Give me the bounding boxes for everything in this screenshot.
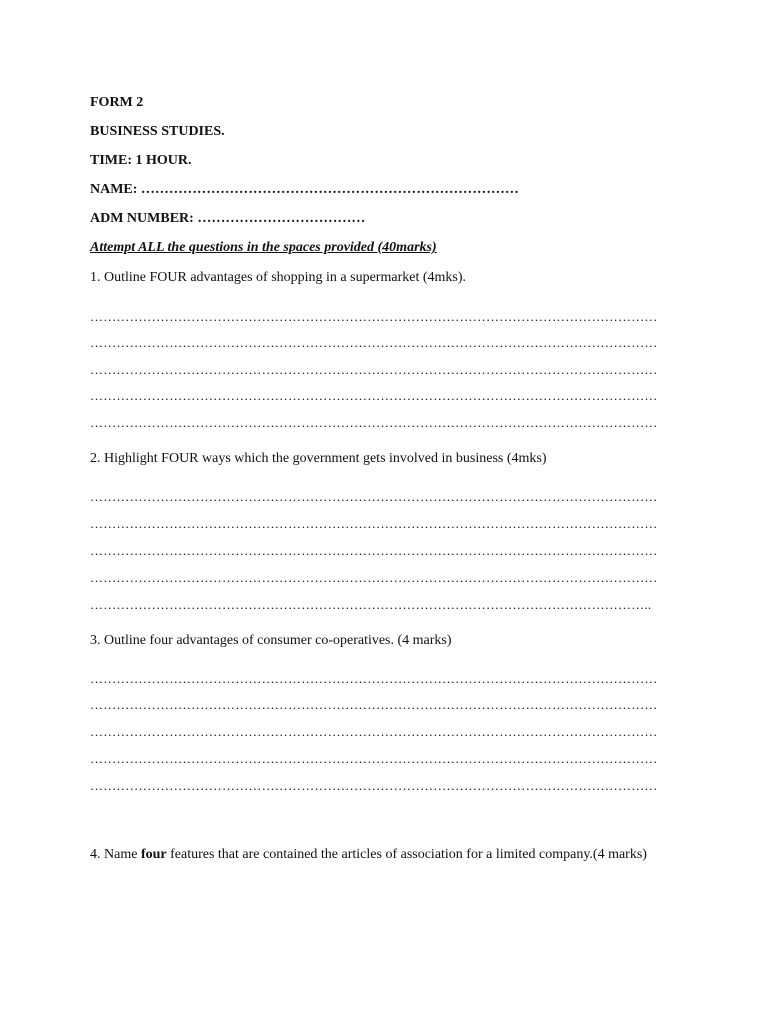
answer-line[interactable]: …………………………………………………………………………………………………………………	[90, 751, 658, 766]
question-2: 2. Highlight FOUR ways which the government gets involved in business (4mks)	[90, 451, 547, 466]
time-heading: TIME: 1 HOUR.	[90, 153, 192, 168]
question-4	[90, 841, 690, 868]
answer-line[interactable]: …………………………………………………………………………………………………………………	[90, 543, 658, 558]
answer-line[interactable]: …………………………………………………………………………………………………………………	[90, 516, 658, 531]
subject-heading: BUSINESS STUDIES.	[90, 124, 225, 139]
answer-line[interactable]: …………………………………………………………………………………………………………………	[90, 309, 658, 324]
question-4-emphasis: four	[140, 847, 167, 862]
answer-line[interactable]: …………………………………………………………………………………………………………………	[90, 570, 658, 585]
question-4-prefix: 4. Name	[90, 847, 141, 862]
answer-line[interactable]: …………………………………………………………………………………………………………………	[90, 388, 658, 403]
question-4-suffix: features that are contained the articles of association for a limited company.(4 marks)	[166, 847, 647, 862]
question-1: 1. Outline FOUR advantages of shopping in a supermarket (4mks).	[90, 270, 466, 285]
answer-line[interactable]: …………………………………………………………………………………………………………………	[90, 489, 658, 504]
answer-line[interactable]: …………………………………………………………………………………………………………………	[90, 724, 658, 739]
answer-line[interactable]: ………………………………………………………………………………………………………………..	[90, 597, 652, 612]
form-heading: FORM 2	[90, 95, 144, 110]
answer-line[interactable]: …………………………………………………………………………………………………………………	[90, 362, 658, 377]
adm-number-field[interactable]: ADM NUMBER: ………………………………	[90, 211, 366, 226]
instructions: Attempt ALL the questions in the spaces provided (40marks)	[90, 240, 437, 255]
answer-line[interactable]: …………………………………………………………………………………………………………………	[90, 671, 658, 686]
name-field[interactable]: NAME: ………………………………………………………………………	[90, 182, 519, 197]
answer-line[interactable]: …………………………………………………………………………………………………………………	[90, 415, 658, 430]
answer-line[interactable]: …………………………………………………………………………………………………………………	[90, 697, 658, 712]
question-3: 3. Outline four advantages of consumer co-operatives. (4 marks)	[90, 633, 452, 648]
answer-line[interactable]: …………………………………………………………………………………………………………………	[90, 778, 658, 793]
answer-line[interactable]: …………………………………………………………………………………………………………………	[90, 335, 658, 350]
